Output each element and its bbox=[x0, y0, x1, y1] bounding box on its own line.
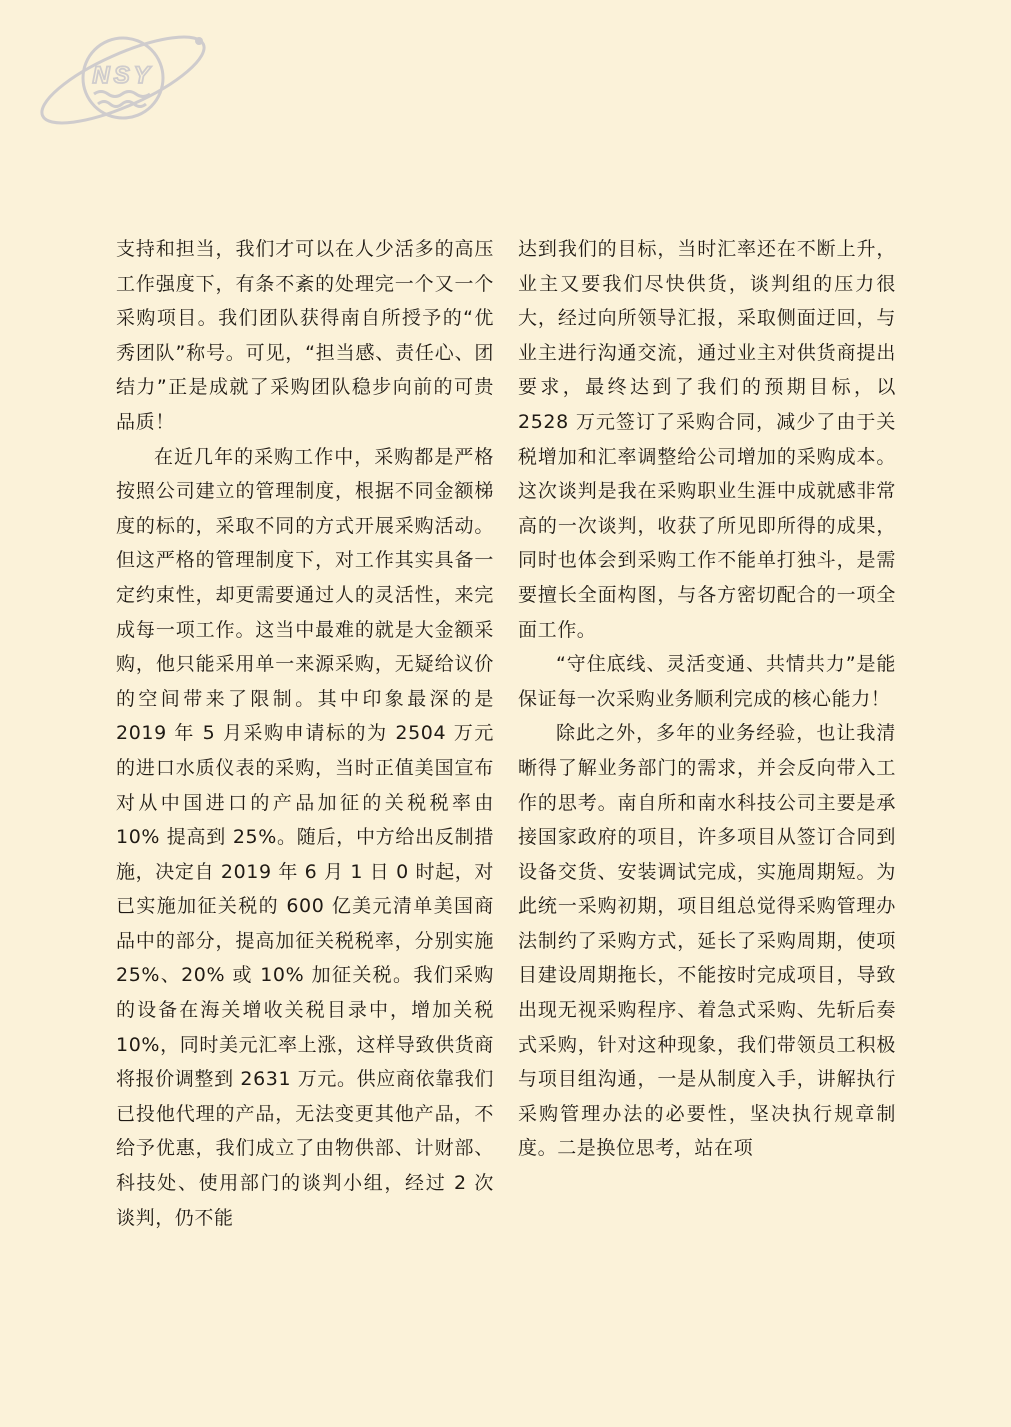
paragraph: 在近几年的采购工作中，采购都是严格按照公司建立的管理制度，根据不同金额梯度的标的，采取不同的方式开展采购活动。但这严格的管理制度下，对工作其实具备一定约束性，却更需要通过人的灵活性，来完成每一项工作。这当中最难的就是大金额采购，他只能采用单一来源采购，无疑给议价的空间带来了限制。其中印象最深的是 2019 年 5 月采购申请标的为 2504 万元的进口水质仪表的采购，当时正值美国宣布对从中国进口的产品加征的关税税率由 10% 提高到 25%。随后，中方给出反制措施，决定自 2019 年 6 月 1 日 0 时起，对已实施加征关税的 600 亿美元清单美国商品中的部分，提高加征关税税率，分别实施 25%、20% 或 10% 加征关税。我们采购的设备在海关增收关税目录中，增加关税 10%，同时美元汇率上涨，这样导致供货商将报价调整到 2631 万元。供应商依靠我们已投他代理的产品，无法变更其他产品，不给予优惠，我们成立了由物供部、计财部、科技处、使用部门的谈判小组，经过 2 次谈判，仍不能 bbox=[116, 445, 494, 1229]
nsy-logo bbox=[28, 20, 218, 130]
right-text-column bbox=[518, 232, 896, 1166]
logo-text: NSY bbox=[92, 62, 154, 89]
left-text-column bbox=[116, 232, 494, 1235]
paragraph: 除此之外，多年的业务经验，也让我清晰得了解业务部门的需求，并会反向带入工作的思考。南自所和南水科技公司主要是承接国家政府的项目，许多项目从签订合同到设备交货、安装调试完成，实施周期短。为此统一采购初期，项目组总觉得采购管理办法制约了采购方式，延长了采购周期，使项目建设周期拖长，不能按时完成项目，导致出现无视采购程序、着急式采购、先斩后奏式采购，针对这种现象，我们带领员工积极与项目组沟通，一是从制度入手，讲解执行采购管理办法的必要性，坚决执行规章制度。二是换位思考，站在项 bbox=[518, 722, 896, 1160]
paragraph: 支持和担当，我们才可以在人少活多的高压工作强度下，有条不紊的处理完一个又一个采购项目。我们团队获得南自所授予的“优秀团队”称号。可见，“担当感、责任心、团结力”正是成就了采购团队稳步向前的可贵品质！ bbox=[116, 238, 494, 433]
paragraph: 达到我们的目标，当时汇率还在不断上升，业主又要我们尽快供货，谈判组的压力很大，经过向所领导汇报，采取侧面迂回，与业主进行沟通交流，通过业主对供货商提出要求，最终达到了我们的预期目标，以 2528 万元签订了采购合同，减少了由于关税增加和汇率调整给公司增加的采购成本。这次谈判是我在采购职业生涯中成就感非常高的一次谈判，收获了所见即所得的成果，同时也体会到采购工作不能单打独斗，是需要擅长全面构图，与各方密切配合的一项全面工作。 bbox=[518, 238, 896, 641]
paragraph: “守住底线、灵活变通、共情共力”是能保证每一次采购业务顺利完成的核心能力！ bbox=[518, 653, 896, 710]
